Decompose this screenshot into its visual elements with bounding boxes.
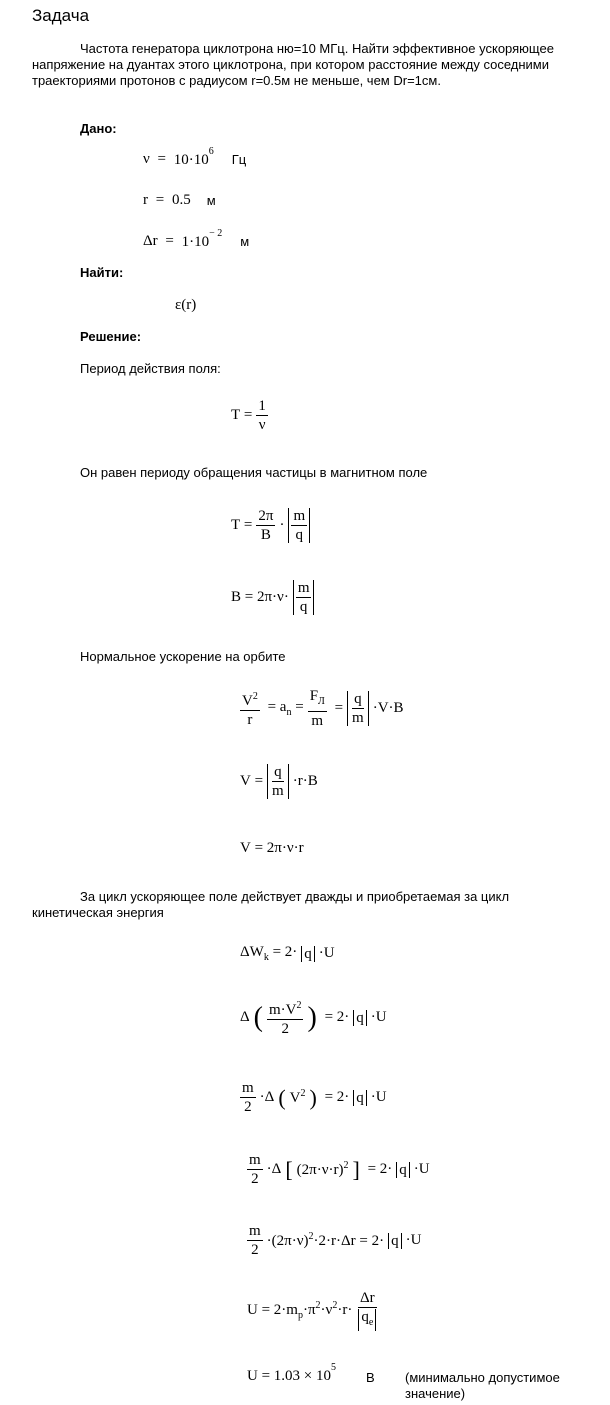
result-note-1: (минимально допустимое <box>405 1370 560 1385</box>
find-heading: Найти: <box>80 265 124 280</box>
eq-energy-2: Δ ( $\frac{m\cdot V^2}{2}$ ) = 2· q ·U <box>240 1000 387 1037</box>
result-exp: 5 <box>331 1362 337 1373</box>
given-nu: ν = $10\cdot 10^6$ Гц <box>143 146 247 168</box>
nu-exp: 6 <box>208 146 214 157</box>
eq-period: T = $\frac{1}{\nu}$ <box>231 398 266 433</box>
eq-result <box>247 1362 337 1385</box>
result-note-2: значение) <box>405 1386 466 1401</box>
eq-energy-5: $\frac{m}{2}$ $\cdot(2\pi\cdot\nu)^2\cdot 2\cdot r\cdot\Delta r = 2\cdot$ q ·U <box>249 1223 422 1258</box>
eq-period-magnetic: T = $\frac{2\pi}{B}$ · $\frac{m}{q}$ <box>231 508 310 543</box>
solution-text-revolution: Он равен периоду обращения частицы в магнитном поле <box>80 465 428 480</box>
solution-text-cycle-2: кинетическая энергия <box>32 905 164 920</box>
eq-velocity: V = $\frac{q}{m}$ ·r·B <box>240 764 318 799</box>
eq-field: B = 2π·ν· $\frac{m}{q}$ <box>231 580 314 615</box>
given-dr: Δr = $1\cdot 10^{- 2}$ м <box>143 228 250 250</box>
eq-velocity-2: V = 2π·ν·r <box>240 840 304 856</box>
dr-unit: м <box>240 234 250 249</box>
problem-line-3: траекториями протонов с радиусом r=0.5м не меньше, чем Dr=1см. <box>32 73 441 88</box>
given-r: r = 0.5 м <box>143 192 216 208</box>
find-expr: ε(r) <box>175 297 197 313</box>
solution-text-period: Период действия поля: <box>80 361 221 376</box>
nu-unit: Гц <box>231 152 247 167</box>
solution-heading: Решение: <box>80 329 142 344</box>
result-unit: В <box>366 1370 375 1385</box>
page-title: Задача <box>32 6 90 25</box>
result-value: U = 1.03 × 10 <box>247 1368 332 1384</box>
eq-normal-acceleration: $\frac{V^2}{r}$ = $a_n$ = $\frac{F_Л}{m}$ = $\frac{q}{m}$ ·V·B <box>242 688 404 729</box>
solution-text-cycle-1: За цикл ускоряющее поле действует дважды и приобретаемая за цикл <box>80 889 510 904</box>
nu-value: 10·10 <box>173 152 209 168</box>
solution-text-acceleration: Нормальное ускорение на орбите <box>80 649 286 664</box>
r-value: 0.5 <box>171 192 191 208</box>
problem-line-1: Частота генератора циклотрона ню=10 МГц. Найти эффективное ускоряющее <box>80 41 554 56</box>
r-unit: м <box>206 193 216 208</box>
eq-energy-4: $\frac{m}{2}$ ·Δ [ $(2\pi\cdot\nu\cdot r)^2$ ] = 2· q ·U <box>249 1152 430 1187</box>
dr-value: 1·10 <box>181 234 210 250</box>
eq-energy: $\Delta W_k = 2\cdot$ q ·U <box>240 944 335 963</box>
eq-energy-3: $\frac{m}{2}$ ·Δ ( $V^2$ ) = 2· q ·U <box>242 1080 387 1115</box>
eq-voltage: $U = 2\cdot m_p\cdot\pi^2\cdot\nu^2\cdot r\cdot$ $\frac{\Delta r}{q_e}$ <box>247 1290 378 1331</box>
given-heading: Дано: <box>80 121 117 136</box>
dr-exp: − 2 <box>209 228 223 239</box>
problem-line-2: напряжение на дуантах этого циклотрона, при котором расстояние между соседними <box>32 57 549 72</box>
